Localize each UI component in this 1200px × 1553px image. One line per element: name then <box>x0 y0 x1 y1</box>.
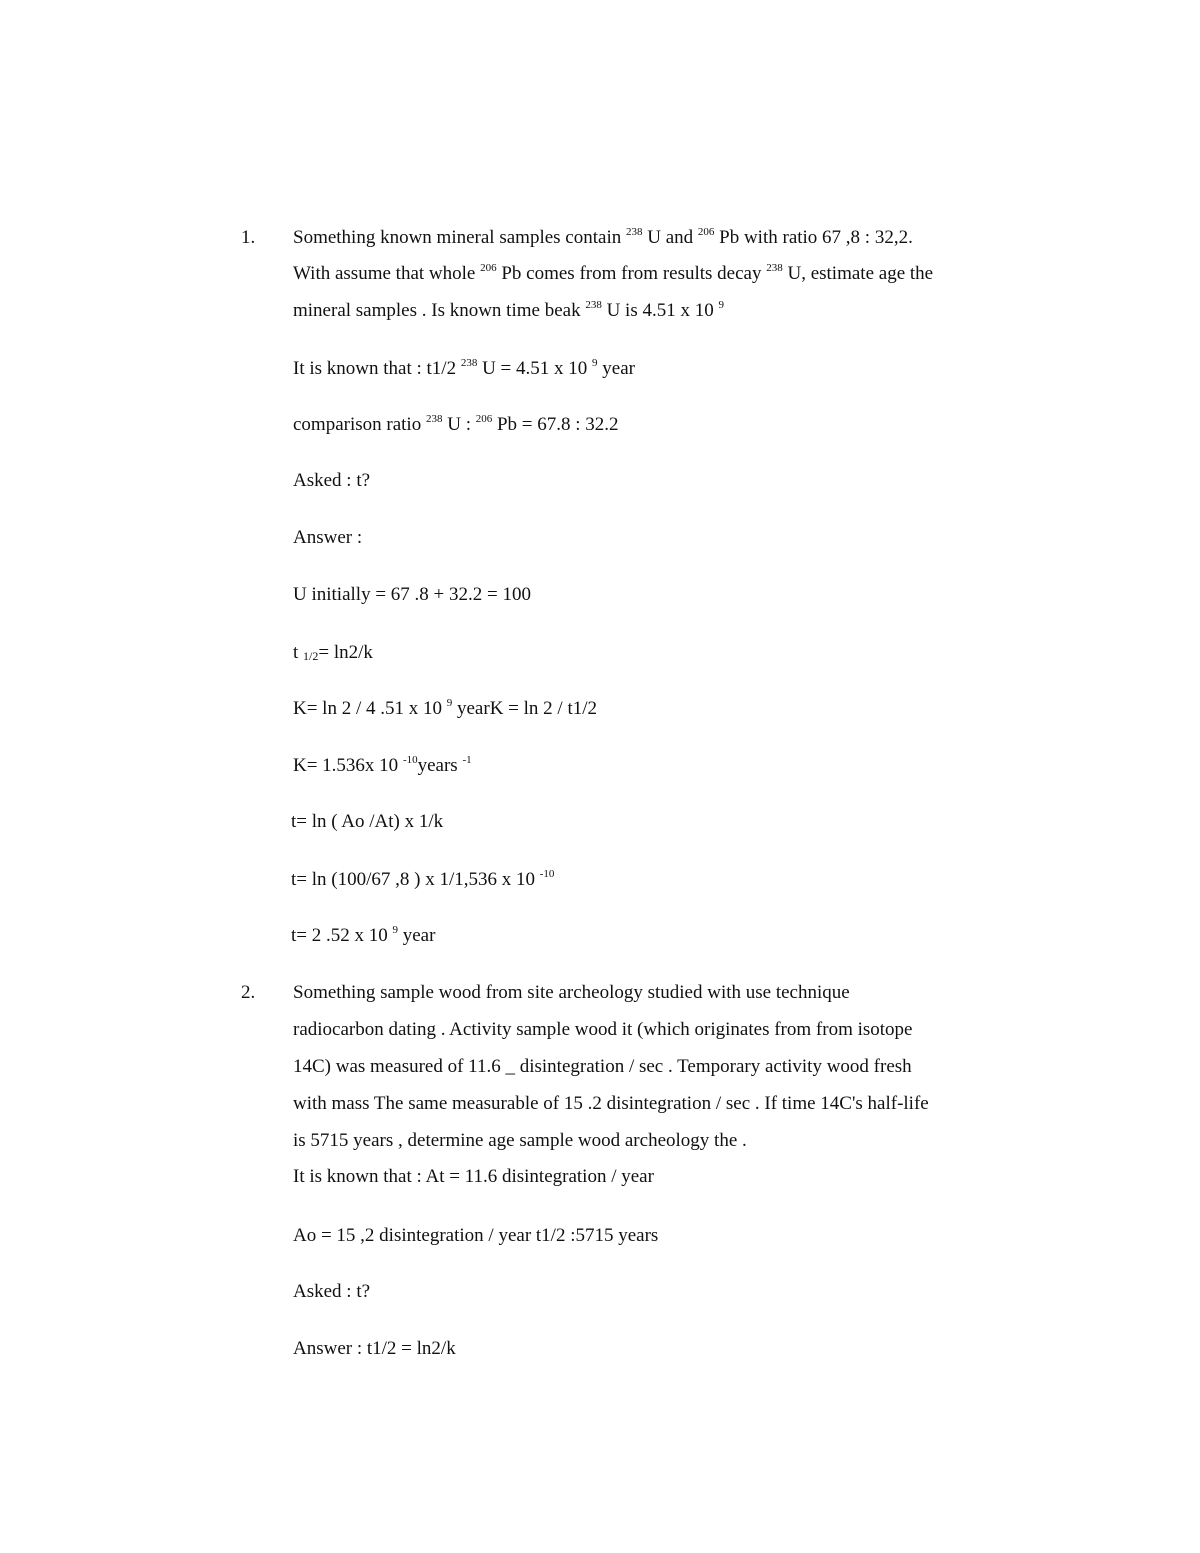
question-2-asked: Asked : t? <box>293 1281 371 1302</box>
known-half-life: It is known that : t1/2 $^{238}$ U = 4.51 x 10 $^9$ year <box>293 357 635 379</box>
t-result: t= 2 .52 x 10 $^9$ year <box>291 924 436 946</box>
k-value: K= 1.536x 10 $^{-10}$years $^{-1}$ <box>293 754 472 776</box>
question-2-known: It is known that : At = 11.6 disintegration / year <box>293 1166 654 1187</box>
answer-heading: Answer : <box>293 527 363 548</box>
comparison-ratio: comparison ratio $^{238}$ U : $^{206}$ Pb = 67.8 : 32.2 <box>293 413 619 435</box>
t-formula: t= ln ( Ao /At) x 1/k <box>291 811 444 832</box>
question-2-answer: Answer : t1/2 = ln2/k <box>293 1338 456 1359</box>
u-initially-line: U initially = 67 .8 + 32.2 = 100 <box>293 584 531 605</box>
t-substitution: t= ln (100/67 ,8 ) x 1/1,536 x 10 $^{-10}$ <box>291 868 555 890</box>
question-2-number: 2. <box>241 982 256 1003</box>
question-2-ao: Ao = 15 ,2 disintegration / year t1/2 :5715 years <box>293 1225 659 1246</box>
question-1-line-3: mineral samples . Is known time beak $^{238}$ U is 4.51 x 10 $^9$ <box>293 299 724 321</box>
question-1-line-1: Something known mineral samples contain $^{238}$ U and $^{206}$ Pb with ratio 67 ,8 : 32,2. <box>293 226 913 248</box>
question-2-line-5: is 5715 years , determine age sample wood archeology the . <box>293 1130 747 1151</box>
k-formula: K= ln 2 / 4 .51 x 10 $^9$ yearK = ln 2 / t1/2 <box>293 697 597 719</box>
question-2-line-4: with mass The same measurable of 15 .2 disintegration / sec . If time 14C's half-life <box>293 1093 929 1114</box>
question-2-line-1: Something sample wood from site archeology studied with use technique <box>293 982 850 1003</box>
half-life-formula: t $_{1/2}$= ln2/k <box>293 642 373 663</box>
question-1-line-2: With assume that whole $^{206}$ Pb comes from from results decay $^{238}$ U, estimate age the <box>293 262 934 284</box>
asked-line: Asked : t? <box>293 470 371 491</box>
question-2-line-2: radiocarbon dating . Activity sample wood it (which originates from from isotope <box>293 1019 913 1040</box>
question-2-line-3: 14C) was measured of 11.6 _ disintegration / sec . Temporary activity wood fresh <box>293 1056 912 1077</box>
question-1-number: 1. <box>241 227 256 248</box>
